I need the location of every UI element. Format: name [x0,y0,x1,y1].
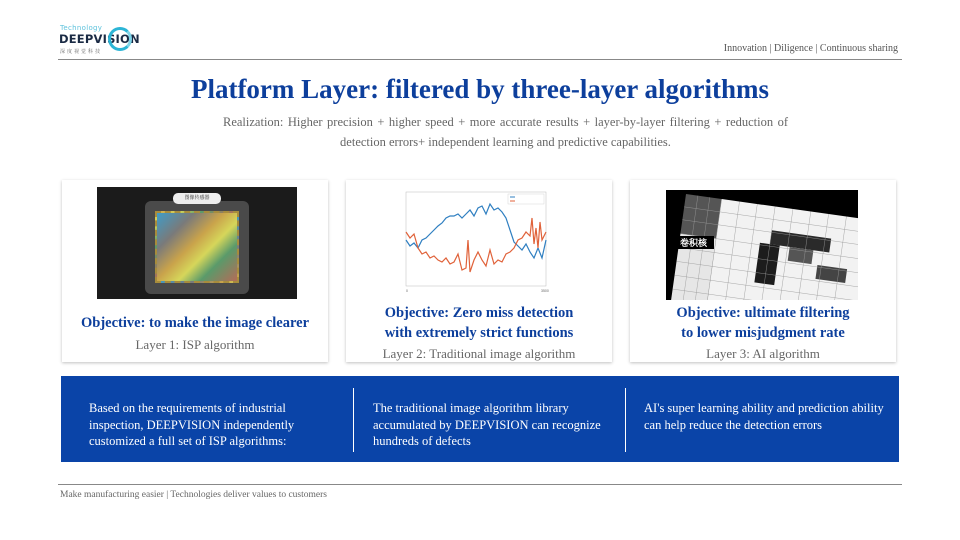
footer-text: Make manufacturing easier | Technologies deliver values to customers [60,490,327,500]
image-sensor-photo [97,187,297,299]
deepvision-logo [58,24,138,60]
logo-tech-text: Technology [60,24,103,32]
convolution-grid-image [666,190,858,300]
panel-text-traditional: The traditional image algorithm library accumulated by DEEPVISION can recognize hundreds of defects [373,401,601,448]
footer-divider [58,484,902,485]
header-divider [58,59,902,60]
card-layer-label: Layer 3: AI algorithm [706,346,820,361]
svg-text:3500: 3500 [541,289,549,293]
panel-text-isp: Based on the requirements of industrial inspection, DEEPVISION independently customized a full set of ISP algorithms: [89,401,295,448]
card-objective-line-2: with extremely strict functions [384,325,574,341]
logo-brand-text: DEEPVISION [59,32,140,46]
edge-thickness-chart [396,188,556,294]
logo-cn-text: 深度视觉科技 [60,49,103,55]
card-objective-line-1: Objective: Zero miss detection [384,305,574,321]
card-layer-1 [62,180,328,362]
card-layer-label: Layer 1: ISP algorithm [135,337,255,352]
logo-ring-icon [108,27,132,51]
sensor-chip-icon [145,196,249,294]
panel-divider [353,388,354,452]
page-subtitle: Realization: Higher precision + higher speed + more accurate results + layer-by-layer filtering + reduction of detection errors+ independent learning and predictive capabilities. [223,115,788,149]
panel-divider [625,388,626,452]
card-objective-line-1: Objective: ultimate filtering [676,305,850,321]
svg-text:0: 0 [406,289,408,293]
card-objective-line-2: to lower misjudgment rate [681,325,845,341]
header-tagline: Innovation | Diligence | Continuous sharing [723,43,898,54]
description-panel [61,376,899,462]
card-layer-3 [630,180,896,362]
card-objective: Objective: to make the image clearer [80,315,309,331]
panel-text-ai: AI's super learning ability and prediction ability can help reduce the detection errors [644,401,884,432]
sensor-die [155,211,239,283]
card-layer-2 [346,180,612,362]
svg-text:卷积核: 卷积核 [680,239,708,249]
kernel-grid-graphic [666,190,858,300]
page-title: Platform Layer: filtered by three-layer algorithms [190,74,770,104]
sensor-label: 图像传感器 [173,193,221,204]
card-layer-label: Layer 2: Traditional image algorithm [382,346,576,361]
